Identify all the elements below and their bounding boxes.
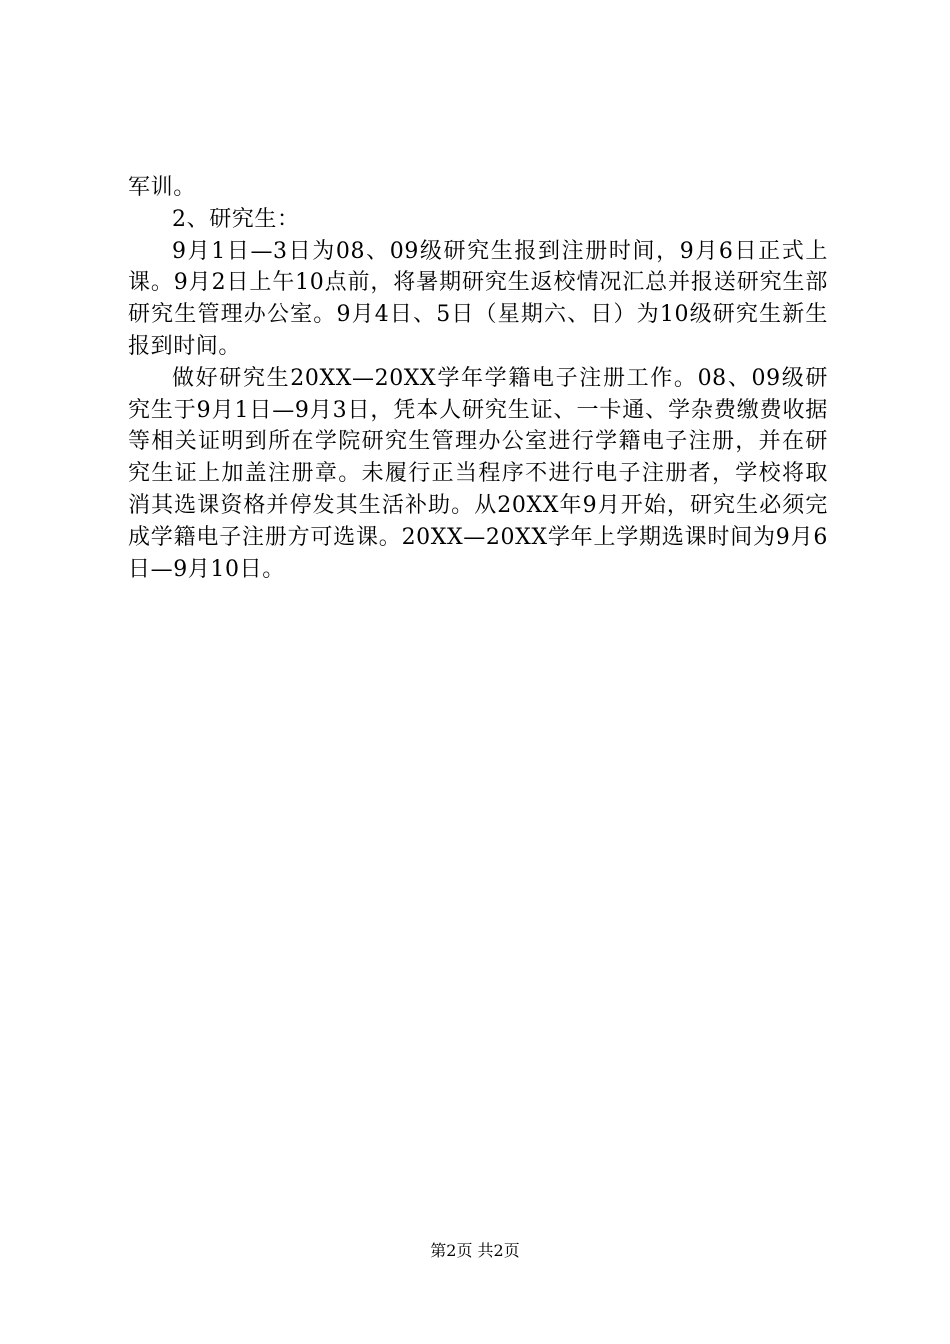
paragraph-continuation: 军训。 (128, 175, 196, 200)
document-body (128, 172, 828, 585)
section-heading-graduate: 2、研究生： (172, 206, 300, 232)
paragraph-registration-schedule: 9月1日—3日为08、09级研究生报到注册时间，9月6日正式上课。9月2日上午10点前，将暑期研究生返校情况汇总并报送研究生部研究生管理办公室。9月4日、5日（星期六、日）为10级研究生新生报到时间。 (128, 238, 828, 359)
page-footer: 第2页 共2页 (430, 1241, 520, 1260)
paragraph-electronic-registration: 做好研究生20XX—20XX学年学籍电子注册工作。08、09级研究生于9月1日—9月3日，凭本人研究生证、一卡通、学杂费缴费收据等相关证明到所在学院研究生管理办公室进行学籍电子注册，并在研究生证上加盖注册章。未履行正当程序不进行电子注册者，学校将取消其选课资格并停发其生活补助。从20XX年9月开始，研究生必须完成学籍电子注册方可选课。20XX—20XX学年上学期选课时间为9月6日—9月10日。 (128, 365, 828, 582)
